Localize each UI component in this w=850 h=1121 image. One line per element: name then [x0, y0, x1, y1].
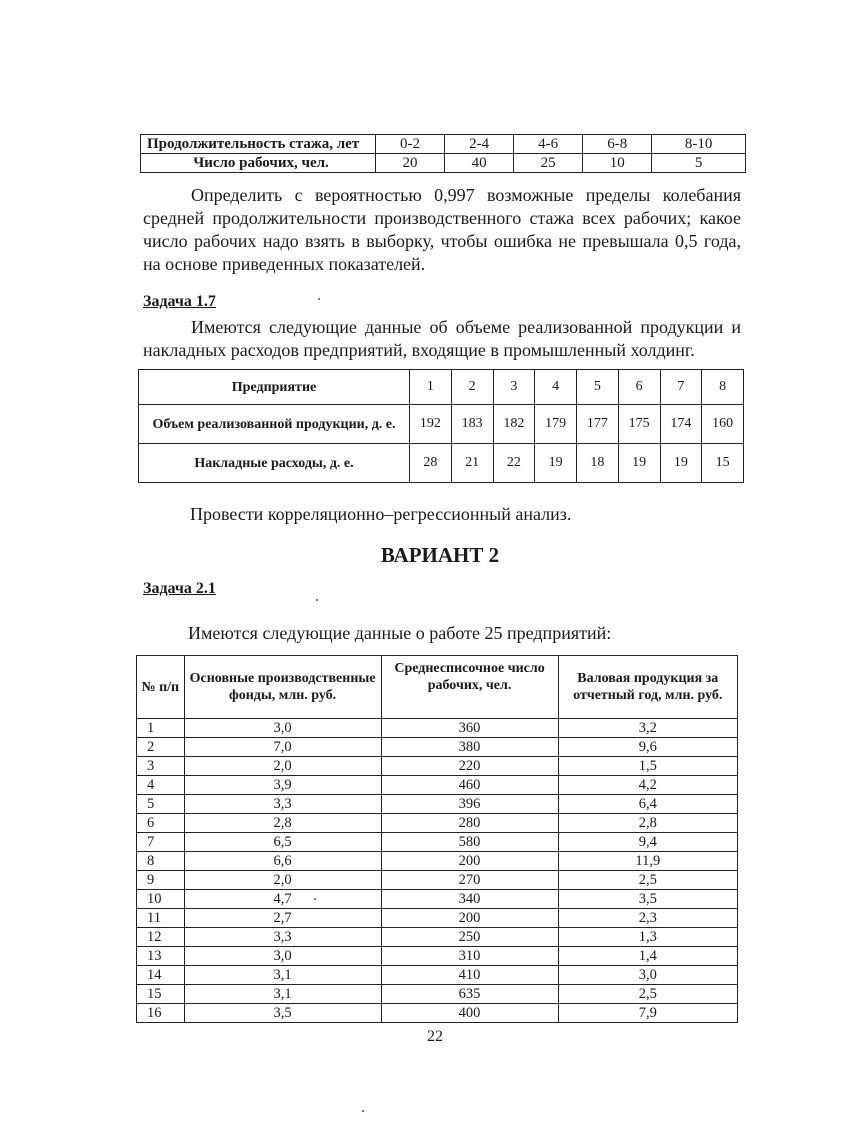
table-cell: 2,5: [558, 871, 737, 890]
table-cell: 3,1: [184, 985, 381, 1004]
table-cell: 7,9: [558, 1004, 737, 1023]
table-cell: 19: [618, 444, 660, 483]
table-cell: 580: [381, 833, 558, 852]
table-row: [137, 928, 738, 947]
table-cell: 179: [535, 405, 577, 444]
table-cell: 177: [577, 405, 619, 444]
row-number: 10: [137, 890, 185, 909]
row-label: Накладные расходы, д. е.: [139, 444, 410, 483]
table-cell: 410: [381, 966, 558, 985]
table-row: [141, 135, 746, 154]
table-row: [137, 890, 738, 909]
row-number: 7: [137, 833, 185, 852]
table-row: [137, 757, 738, 776]
table-cell: 2,5: [558, 985, 737, 1004]
table-cell: 3,3: [184, 928, 381, 947]
row-number: 12: [137, 928, 185, 947]
scan-speck: [314, 898, 316, 900]
table-cell: 2,8: [184, 814, 381, 833]
table-cell: 3,1: [184, 966, 381, 985]
table-cell: 10: [583, 154, 652, 173]
table-cell: 4: [535, 370, 577, 405]
table-cell: 25: [514, 154, 583, 173]
table-row: [141, 154, 746, 173]
table-cell: 6,4: [558, 795, 737, 814]
table-row: [137, 1004, 738, 1023]
table-cell: 8: [702, 370, 744, 405]
table-cell: 2,7: [184, 909, 381, 928]
table-cell: 3,3: [184, 795, 381, 814]
row-number: 1: [137, 719, 185, 738]
scan-speck: [362, 1110, 364, 1112]
table-cell: 250: [381, 928, 558, 947]
row-number: 13: [137, 947, 185, 966]
table-cell: 1: [410, 370, 452, 405]
table-row: [137, 852, 738, 871]
table-cell: 4,2: [558, 776, 737, 795]
table-cell: 310: [381, 947, 558, 966]
table-cell: 192: [410, 405, 452, 444]
table-cell: 1,3: [558, 928, 737, 947]
table-cell: 5: [577, 370, 619, 405]
table-cell: 3,2: [558, 719, 737, 738]
table-cell: 4,7: [184, 890, 381, 909]
table-row: [137, 795, 738, 814]
analysis-instruction: Провести корреляционно–регрессионный анализ.: [190, 504, 572, 524]
row-number: 5: [137, 795, 185, 814]
column-header-fixed-assets: Основные производственные фонды, млн. руб.: [184, 656, 381, 719]
table-cell: 9,6: [558, 738, 737, 757]
row-number: 3: [137, 757, 185, 776]
table-row: [137, 814, 738, 833]
table-cell: 220: [381, 757, 558, 776]
table-cell: 460: [381, 776, 558, 795]
row-label: Продолжительность стажа, лет: [141, 135, 376, 154]
table-cell: 360: [381, 719, 558, 738]
table-cell: 0-2: [376, 135, 445, 154]
table-cell: 28: [410, 444, 452, 483]
row-number: 4: [137, 776, 185, 795]
table-cell: 7,0: [184, 738, 381, 757]
table-cell: 5: [652, 154, 746, 173]
row-number: 15: [137, 985, 185, 1004]
table-cell: 3,0: [558, 966, 737, 985]
task-title-1-7: Задача 1.7: [143, 293, 216, 310]
task-title-2-1: Задача 2.1: [143, 580, 216, 597]
table-row: [137, 871, 738, 890]
row-label: Число рабочих, чел.: [141, 154, 376, 173]
table-cell: 2,0: [184, 757, 381, 776]
table-row: [137, 966, 738, 985]
table-cell: 2,8: [558, 814, 737, 833]
table-cell: 8-10: [652, 135, 746, 154]
row-number: 16: [137, 1004, 185, 1023]
row-number: 9: [137, 871, 185, 890]
table-cell: 280: [381, 814, 558, 833]
table-cell: 3,9: [184, 776, 381, 795]
table-cell: 19: [535, 444, 577, 483]
table-cell: 1,5: [558, 757, 737, 776]
table-cell: 6,5: [184, 833, 381, 852]
table-cell: 3,0: [184, 719, 381, 738]
table-row: [137, 776, 738, 795]
table-cell: 183: [451, 405, 493, 444]
table-row: [137, 738, 738, 757]
task-description-paragraph: Определить с вероятностью 0,997 возможные пределы колебания средней продолжительности производственного стажа всех рабочих; какое число рабочих надо взять в выборку, чтобы ошибка не превышала 0,5 года, на основе приведенных показателей.: [143, 185, 741, 274]
table-row: [139, 370, 744, 405]
table-cell: 635: [381, 985, 558, 1004]
table-cell: 19: [660, 444, 702, 483]
column-header-number: № п/п: [137, 656, 185, 719]
table-row: [137, 719, 738, 738]
row-label: Объем реализованной продукции, д. е.: [139, 405, 410, 444]
table-cell: 2,0: [184, 871, 381, 890]
table-cell: 40: [445, 154, 514, 173]
table-row: [137, 947, 738, 966]
table-cell: 1,4: [558, 947, 737, 966]
table-cell: 175: [618, 405, 660, 444]
task-2-1-text: Имеются следующие данные о работе 25 предприятий:: [188, 623, 612, 643]
table-cell: 2-4: [445, 135, 514, 154]
row-number: 2: [137, 738, 185, 757]
table-header-row: [137, 656, 738, 719]
table-cell: 380: [381, 738, 558, 757]
table-cell: 340: [381, 890, 558, 909]
table-row: [139, 444, 744, 483]
table-cell: 3,5: [558, 890, 737, 909]
scan-speck: [318, 298, 320, 300]
table-cell: 11,9: [558, 852, 737, 871]
column-header-gross-output: Валовая продукция за отчетный год, млн. руб.: [558, 656, 737, 719]
table-cell: 270: [381, 871, 558, 890]
row-number: 11: [137, 909, 185, 928]
table-cell: 7: [660, 370, 702, 405]
table-cell: 22: [493, 444, 535, 483]
table-cell: 3: [493, 370, 535, 405]
table-cell: 174: [660, 405, 702, 444]
table-cell: 3,0: [184, 947, 381, 966]
table-cell: 6: [618, 370, 660, 405]
table-cell: 6-8: [583, 135, 652, 154]
table-cell: 6,6: [184, 852, 381, 871]
row-number: 14: [137, 966, 185, 985]
table-row: [139, 405, 744, 444]
table-cell: 3,5: [184, 1004, 381, 1023]
enterprise-table: [138, 369, 744, 483]
row-number: 6: [137, 814, 185, 833]
table-cell: 2,3: [558, 909, 737, 928]
variant-heading: ВАРИАНТ 2: [380, 543, 500, 567]
table-cell: 200: [381, 852, 558, 871]
table-cell: 396: [381, 795, 558, 814]
page-number: 22: [427, 1028, 443, 1045]
table-cell: 400: [381, 1004, 558, 1023]
table-cell: 21: [451, 444, 493, 483]
table-row: [137, 833, 738, 852]
row-number: 8: [137, 852, 185, 871]
enterprises-data-table: [136, 655, 738, 1023]
table-cell: 4-6: [514, 135, 583, 154]
experience-table: [140, 134, 746, 173]
table-cell: 200: [381, 909, 558, 928]
table-row: [137, 909, 738, 928]
task-1-7-text: Имеются следующие данные об объеме реализованной продукции и накладных расходов предприятий, входящие в промышленный холдинг.: [143, 317, 741, 360]
table-row: [137, 985, 738, 1004]
table-cell: 9,4: [558, 833, 737, 852]
table-cell: 18: [577, 444, 619, 483]
row-label: Предприятие: [139, 370, 410, 405]
table-cell: 2: [451, 370, 493, 405]
table-cell: 160: [702, 405, 744, 444]
table-cell: 20: [376, 154, 445, 173]
column-header-workers: Среднесписочное число рабочих, чел.: [381, 656, 558, 719]
table-body: [137, 719, 738, 1023]
scan-speck: [316, 599, 318, 601]
table-cell: 182: [493, 405, 535, 444]
table-cell: 15: [702, 444, 744, 483]
